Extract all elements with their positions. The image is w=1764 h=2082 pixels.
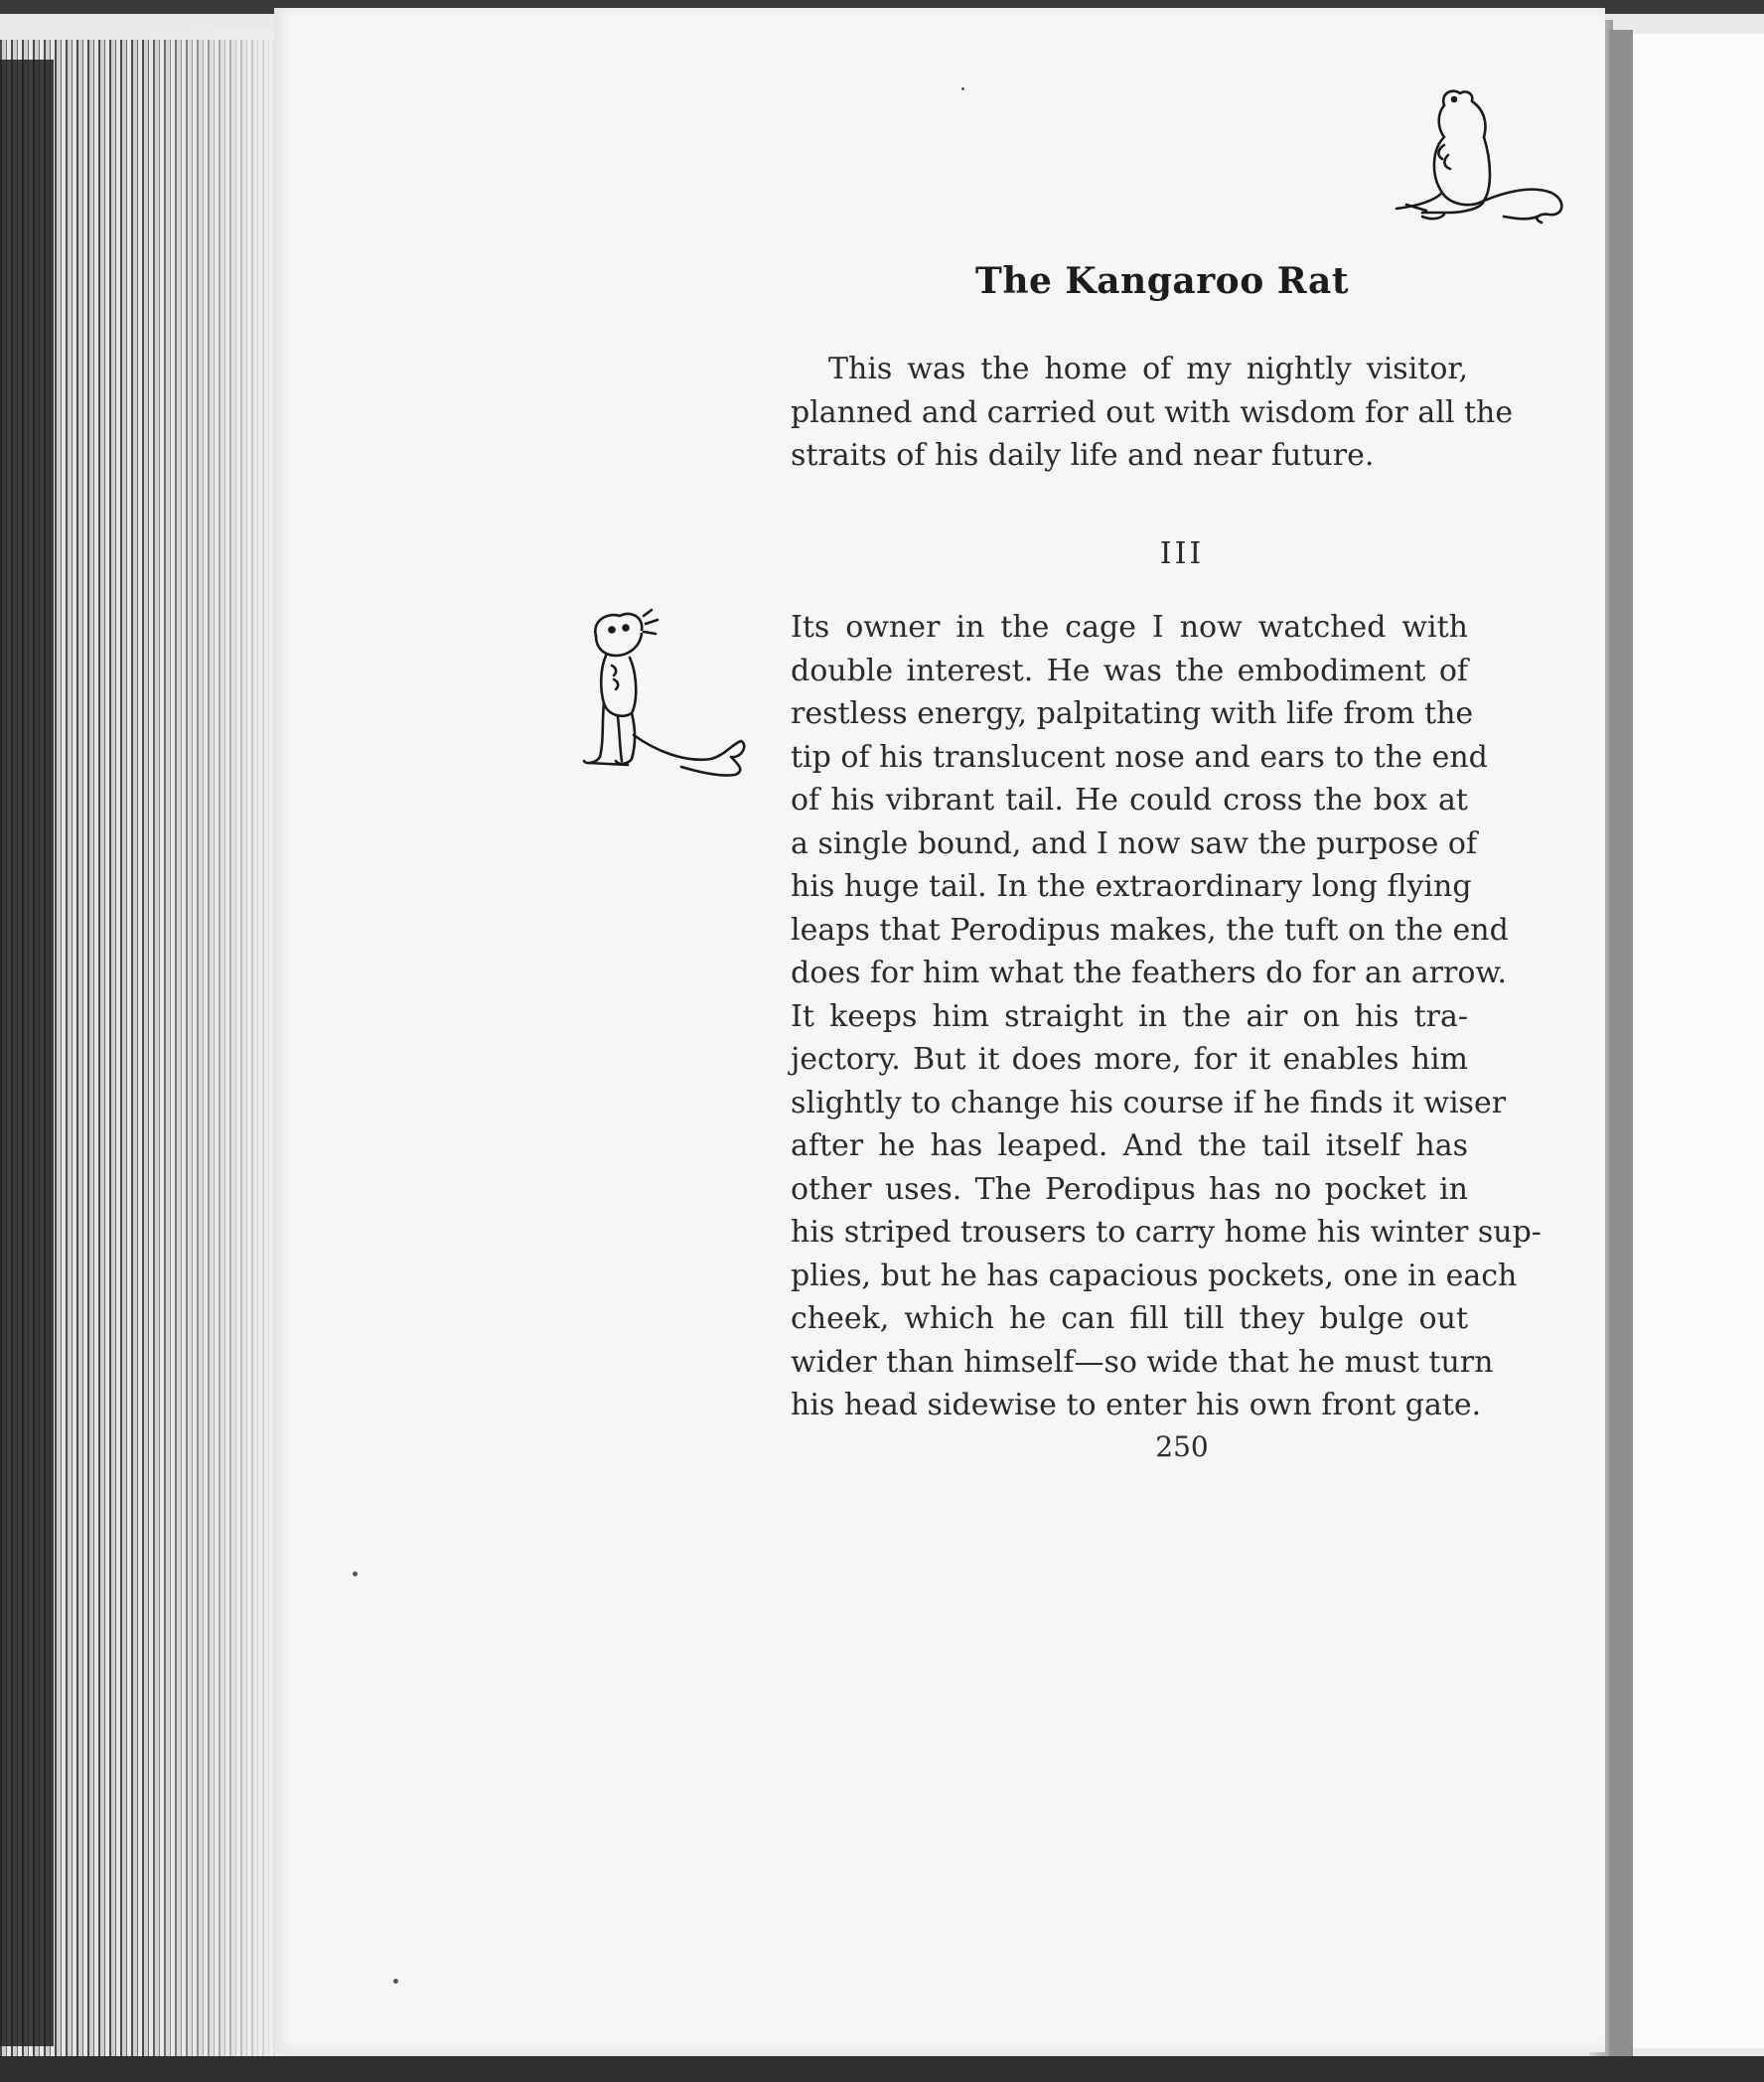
paragraph-line: wider than himself—so wide that he must turn [791, 1344, 1494, 1380]
kangaroo-rat-sitting-icon [1393, 85, 1569, 256]
speck [961, 87, 964, 90]
facing-page-edge [1633, 34, 1764, 2048]
paragraph-line: plies, but he has capacious pockets, one in each [791, 1258, 1518, 1293]
kangaroo-rat-standing-icon [582, 606, 749, 781]
speck [353, 1571, 358, 1576]
page-number: 250 [1155, 1430, 1209, 1463]
page-title: The Kangaroo Rat [975, 260, 1349, 302]
paragraph-line: jectory. But it does more, for it enables him [791, 1042, 1468, 1077]
paragraph-line: does for him what the feathers do for an arrow. [791, 956, 1508, 990]
paragraph-line: slightly to change his course if he finds it wiser [791, 1085, 1507, 1120]
paragraph-line: restless energy, palpitating with life from the [791, 696, 1474, 731]
paragraph-line: a single bound, and I now saw the purpose of [791, 825, 1478, 861]
scan-bottom-edge [0, 2056, 1764, 2082]
paragraph-line: after he has leaped. And the tail itself has [791, 1128, 1468, 1163]
paragraph-line: his head sidewise to enter his own front gate. [791, 1388, 1482, 1422]
paragraph-2 [791, 606, 1542, 1427]
paragraph-line: This was the home of my nightly visitor, [828, 352, 1468, 386]
paragraph-line: his huge tail. In the extraordinary long flying [791, 869, 1472, 904]
paragraph-1 [791, 348, 1514, 478]
speck [393, 1979, 398, 1984]
paragraph-line: other uses. The Perodipus has no pocket in [791, 1171, 1468, 1207]
paragraph-line: straits of his daily life and near future. [791, 438, 1375, 473]
paragraph-line: of his vibrant tail. He could cross the box at [791, 783, 1468, 818]
paragraph-line: tip of his translucent nose and ears to the end [791, 739, 1488, 775]
section-number: III [1159, 536, 1205, 571]
paragraph-line: leaps that Perodipus makes, the tuft on the end [791, 912, 1509, 948]
gutter-shadow [1609, 30, 1633, 2056]
page-stack-fade [149, 30, 288, 2066]
paragraph-line: Its owner in the cage I now watched with [791, 610, 1468, 645]
book-spine-shadow [0, 60, 54, 2046]
paragraph-line: cheek, which he can fill till they bulge out [791, 1301, 1468, 1336]
paragraph-line: It keeps him straight in the air on his tra- [791, 998, 1468, 1034]
paragraph-line: double interest. He was the embodiment of [791, 653, 1468, 688]
paragraph-line: his striped trousers to carry home his winter sup- [791, 1215, 1542, 1250]
paragraph-line: planned and carried out with wisdom for all the [791, 394, 1514, 430]
